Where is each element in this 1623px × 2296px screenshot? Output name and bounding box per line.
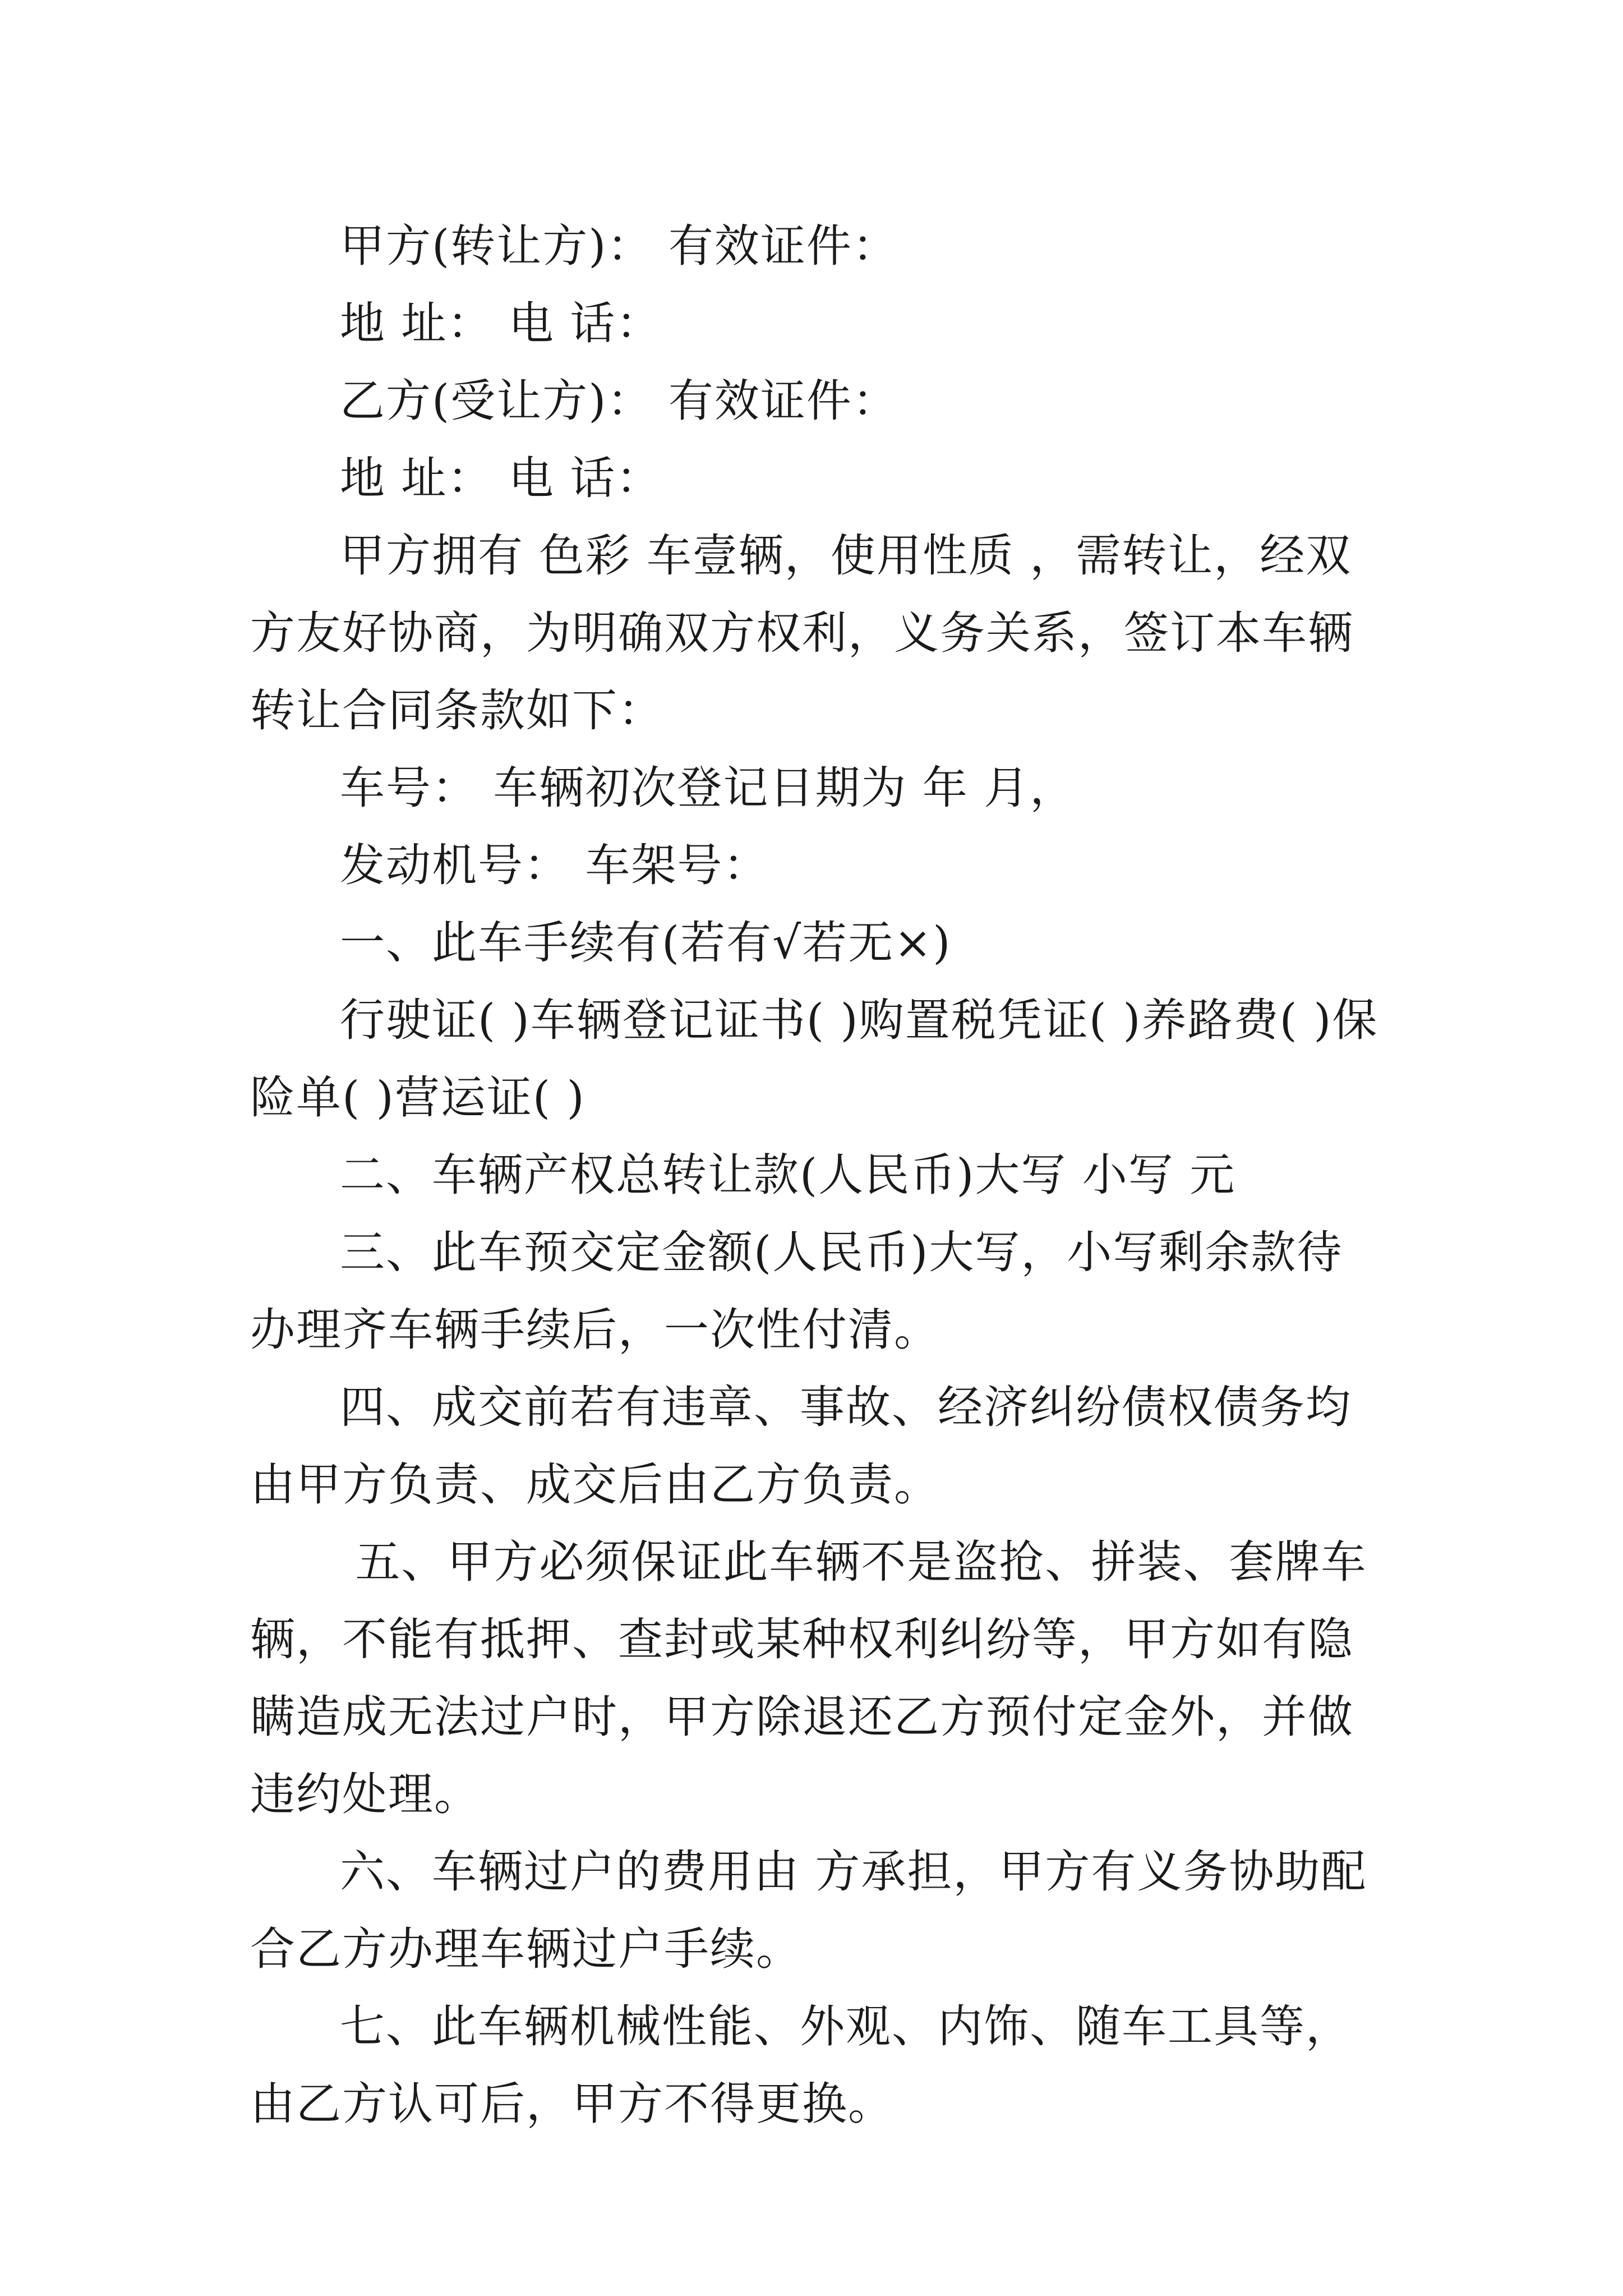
clause-2: 二、车辆产权总转让款(人民币)大写 小写 元	[340, 1149, 1236, 1201]
clause-7: 七、此车辆机械性能、外观、内饰、随车工具等，由乙方认可后，甲方不得更换。	[250, 2000, 1352, 2130]
contract-body	[250, 208, 1383, 2143]
party-a-line: 甲方(转让方)： 有效证件：	[340, 220, 898, 272]
engine-frame-line: 发动机号： 车架号：	[340, 839, 769, 891]
party-a-address-line: 地 址： 电 话：	[340, 297, 662, 349]
clause-6: 六、车辆过户的费用由 方承担，甲方有义务协助配合乙方办理车辆过户手续。	[250, 1846, 1367, 1975]
clause-3: 三、此车预交定金额(人民币)大写，小写剩余款待办理齐车辆手续后，一次性付清。	[250, 1226, 1343, 1356]
party-b-line: 乙方(受让方)： 有效证件：	[340, 375, 898, 427]
intro-paragraph: 甲方拥有 色彩 车壹辆，使用性质 ，需转让，经双方友好协商，为明确双方权利，义务关系，签订本车辆转让合同条款如下：	[250, 530, 1354, 737]
vehicle-number-line: 车号： 车辆初次登记日期为 年 月，	[340, 762, 1076, 814]
clause-1-heading: 一、此车手续有(若有√若无×)	[340, 917, 952, 969]
clause-4: 四、成交前若有违章、事故、经济纠纷债权债务均由甲方负责、成交后由乙方负责。	[250, 1381, 1352, 1511]
clause-1-documents: 行驶证( )车辆登记证书( )购置税凭证( )养路费( )保险单( )营运证( )	[250, 994, 1378, 1124]
clause-5: 五、甲方必须保证此车辆不是盗抢、拼装、套牌车辆，不能有抵押、查封或某种权利纠纷等，甲方如有隐瞒造成无法过户时，甲方除退还乙方预付定金外，并做违约处理。	[250, 1536, 1367, 1820]
party-b-address-line: 地 址： 电 话：	[340, 452, 662, 504]
